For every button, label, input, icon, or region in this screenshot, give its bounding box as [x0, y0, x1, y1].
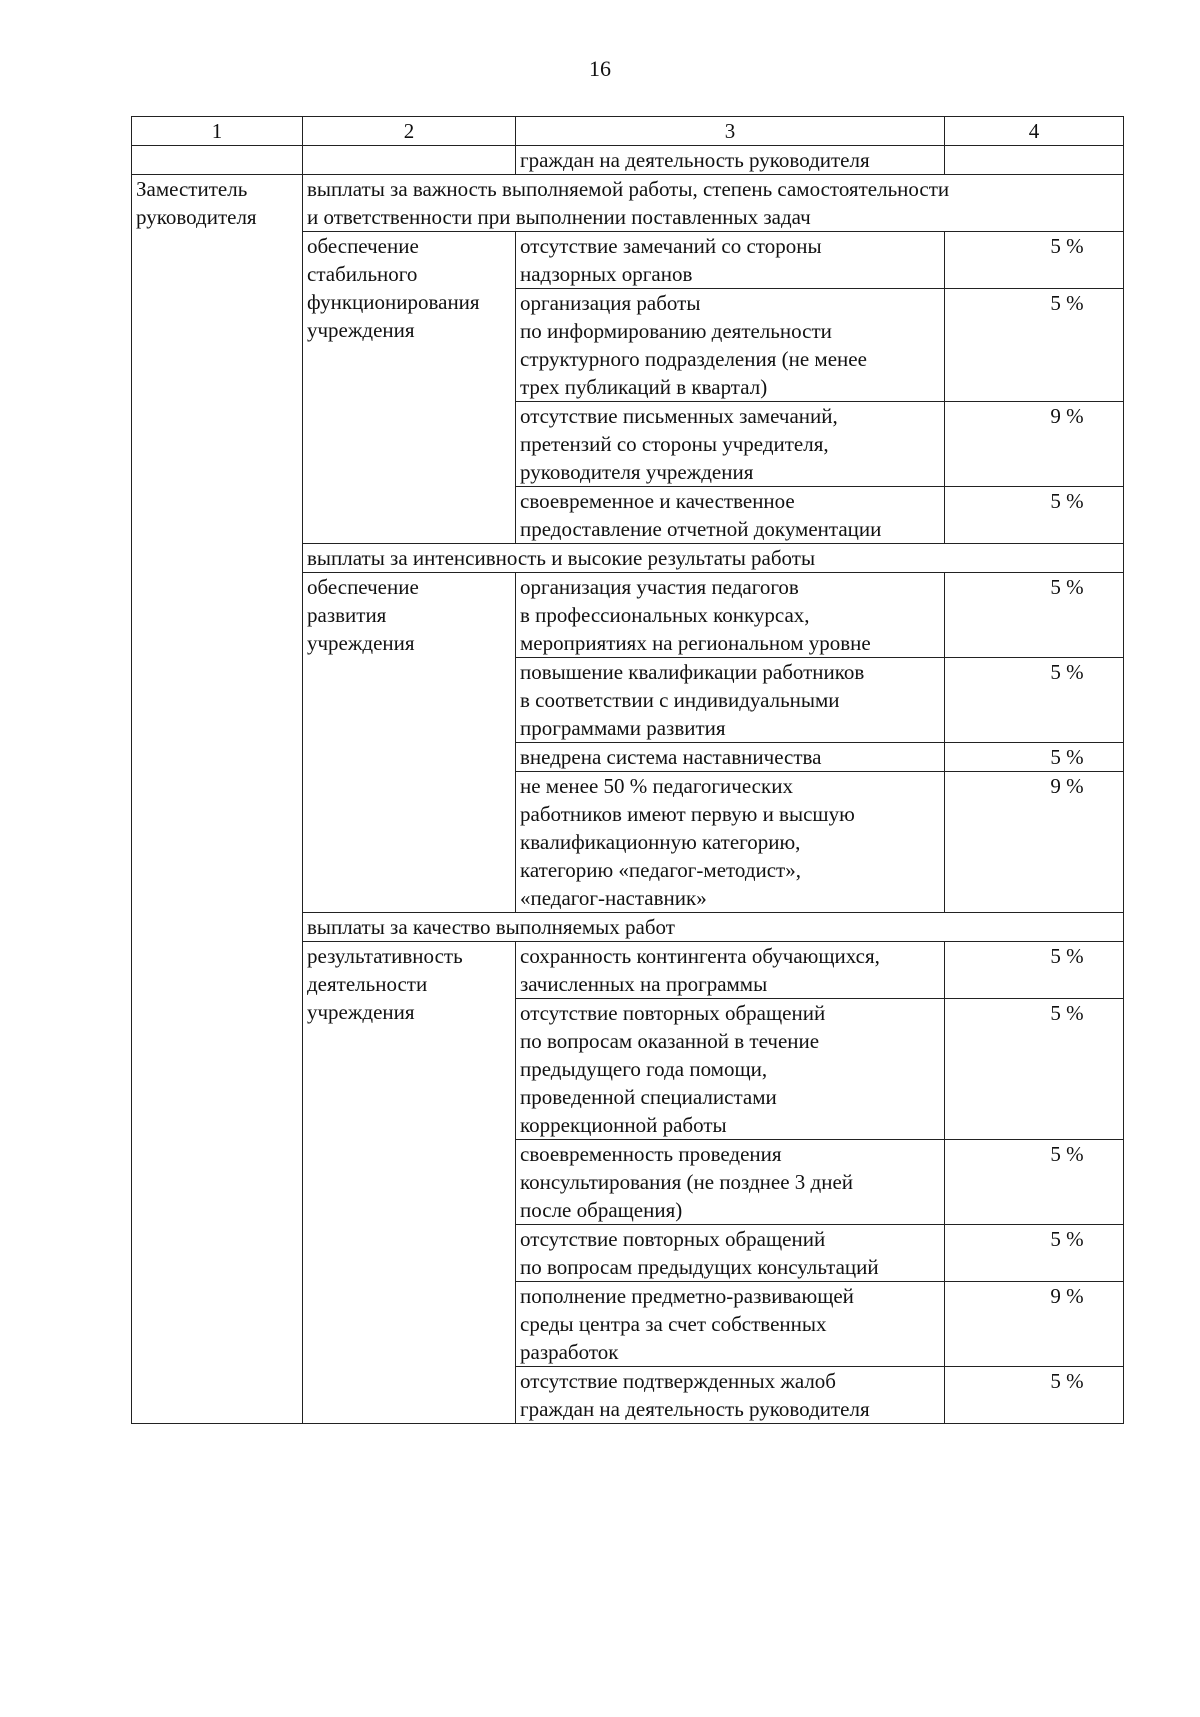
- criterion-text: своевременность проведения консультирования (не позднее 3 дней после обращения): [516, 1140, 945, 1225]
- criterion-value: 9 %: [945, 402, 1124, 487]
- criterion-value: 9 %: [945, 772, 1124, 913]
- table-header-row: [132, 117, 1124, 146]
- empty-cell: [303, 146, 516, 175]
- criteria-group-cell: обеспечение стабильного функционирования учреждения: [303, 232, 516, 544]
- criteria-group-cell: результативность деятельности учреждения: [303, 942, 516, 1424]
- criterion-text: повышение квалификации работников в соответствии с индивидуальными программами развития: [516, 658, 945, 743]
- section-title: выплаты за качество выполняемых работ: [303, 913, 1124, 942]
- page-number: 16: [589, 56, 611, 81]
- column-header: 4: [945, 117, 1124, 146]
- empty-cell: [945, 146, 1124, 175]
- criterion-text: отсутствие замечаний со стороны надзорных органов: [516, 232, 945, 289]
- criteria-group-cell: обеспечение развития учреждения: [303, 573, 516, 913]
- criterion-text: организация участия педагогов в профессиональных конкурсах, мероприятиях на региональном уровне: [516, 573, 945, 658]
- criterion-text: организация работы по информированию деятельности структурного подразделения (не менее трех публикаций в квартал): [516, 289, 945, 402]
- criterion-text: отсутствие подтвержденных жалоб граждан на деятельность руководителя: [516, 1367, 945, 1424]
- criteria-table: [131, 116, 1124, 1424]
- criterion-value: 5 %: [945, 658, 1124, 743]
- column-header: 2: [303, 117, 516, 146]
- criterion-text: отсутствие повторных обращений по вопросам оказанной в течение предыдущего года помощи, проведенной специалистами коррекционной работы: [516, 999, 945, 1140]
- criterion-text: внедрена система наставничества: [516, 743, 945, 772]
- criterion-text: отсутствие письменных замечаний, претензий со стороны учредителя, руководителя учреждения: [516, 402, 945, 487]
- criterion-text: сохранность контингента обучающихся, зачисленных на программы: [516, 942, 945, 999]
- criterion-text: своевременное и качественное предоставление отчетной документации: [516, 487, 945, 544]
- criterion-value: 5 %: [945, 999, 1124, 1140]
- criterion-text: пополнение предметно-развивающей среды центра за счет собственных разработок: [516, 1282, 945, 1367]
- criterion-value: 5 %: [945, 1225, 1124, 1282]
- criterion-value: 5 %: [945, 743, 1124, 772]
- column-header: 3: [516, 117, 945, 146]
- criterion-value: 5 %: [945, 942, 1124, 999]
- criterion-text: не менее 50 % педагогических работников имеют первую и высшую квалификационную категорию, категорию «педагог-методист», «педагог-наставник»: [516, 772, 945, 913]
- column-header: 1: [132, 117, 303, 146]
- criterion-text: отсутствие повторных обращений по вопросам предыдущих консультаций: [516, 1225, 945, 1282]
- empty-cell: [132, 146, 303, 175]
- position-cell: Заместитель руководителя: [132, 175, 303, 1424]
- criterion-value: 9 %: [945, 1282, 1124, 1367]
- criterion-value: 5 %: [945, 487, 1124, 544]
- criterion-value: 5 %: [945, 1140, 1124, 1225]
- criterion-text: граждан на деятельность руководителя: [516, 146, 945, 175]
- criterion-value: 5 %: [945, 1367, 1124, 1424]
- criterion-value: 5 %: [945, 232, 1124, 289]
- criterion-value: 5 %: [945, 289, 1124, 402]
- section-title-row: [132, 175, 1124, 232]
- section-title: выплаты за важность выполняемой работы, степень самостоятельности и ответственности при выполнении поставленных задач: [303, 175, 1124, 232]
- criterion-value: 5 %: [945, 573, 1124, 658]
- continuation-row: [132, 146, 1124, 175]
- section-title: выплаты за интенсивность и высокие результаты работы: [303, 544, 1124, 573]
